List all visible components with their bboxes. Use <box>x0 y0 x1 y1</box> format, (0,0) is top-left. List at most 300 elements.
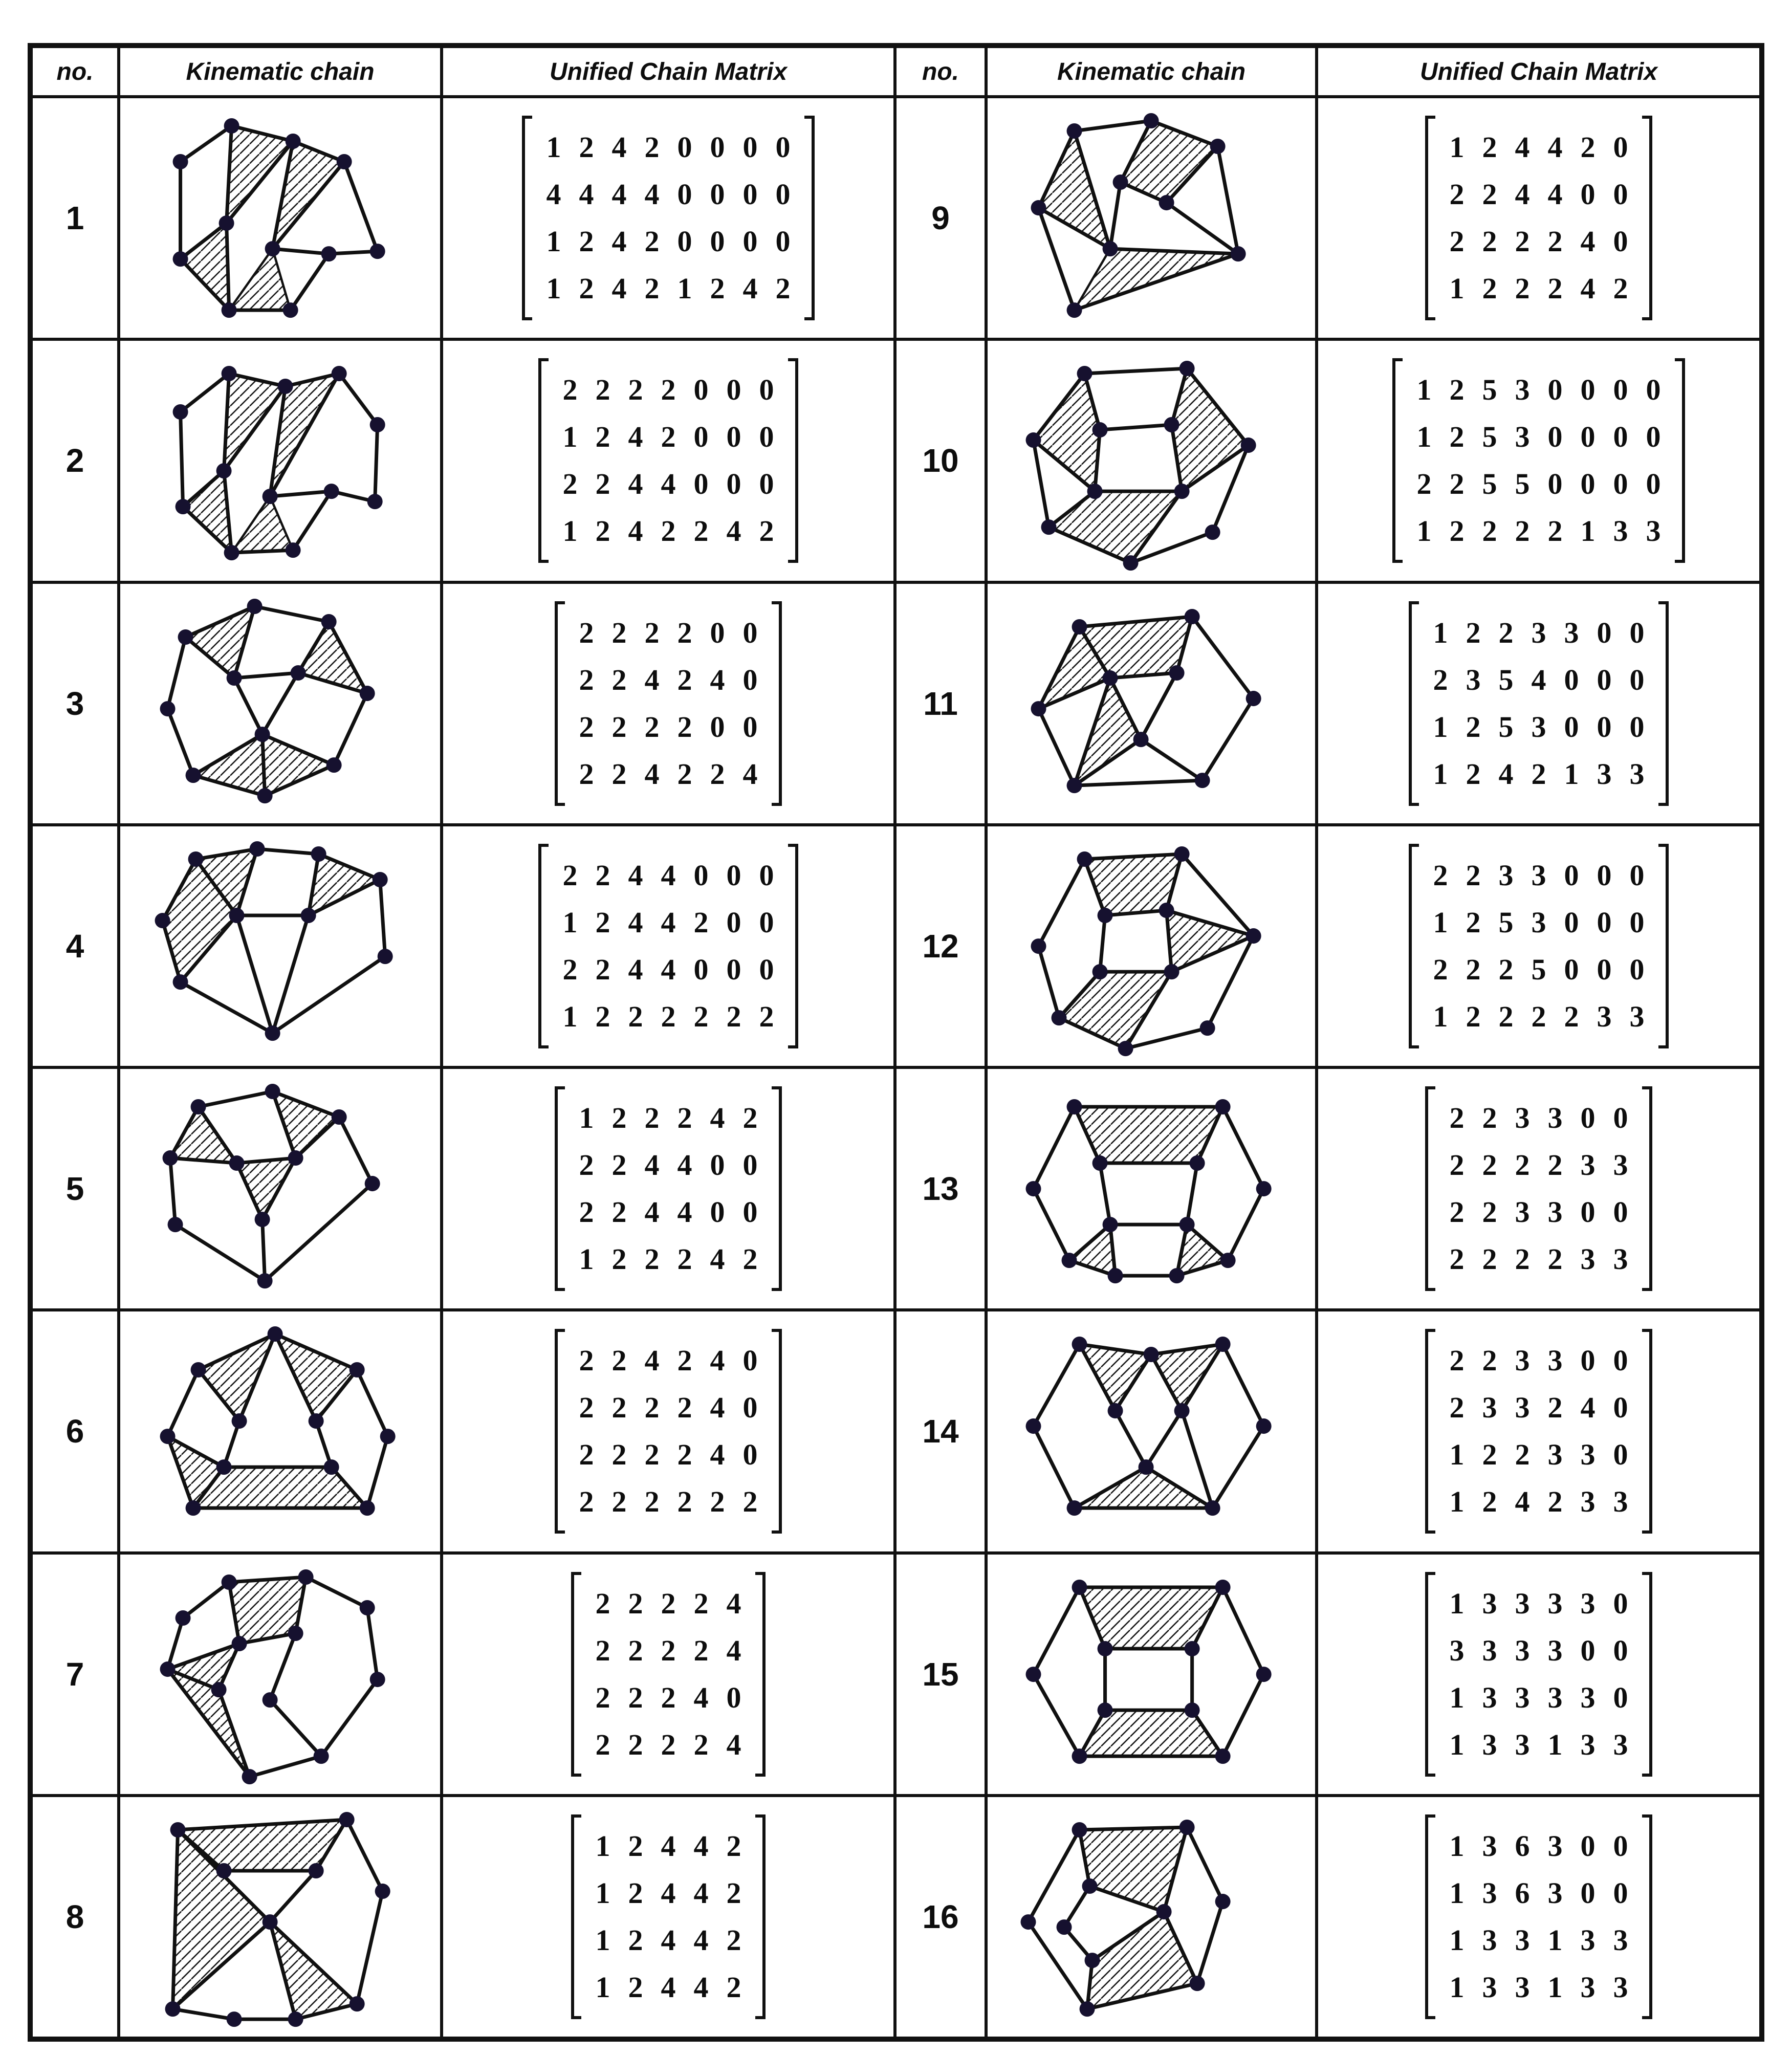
matrix-value: 2 <box>1547 1391 1563 1425</box>
matrix-value: 2 <box>579 1391 594 1425</box>
joint-node <box>1185 609 1200 624</box>
unified-chain-matrix-cell <box>1318 1069 1759 1308</box>
matrix-value: 3 <box>1482 1923 1497 1957</box>
matrix-value: 2 <box>562 373 578 407</box>
row-number-cell <box>897 1311 985 1551</box>
matrix-value: 2 <box>611 1148 627 1182</box>
matrix-value: 1 <box>579 1242 594 1276</box>
unified-chain-matrix-cell <box>443 1069 893 1308</box>
matrix-value: 2 <box>677 616 692 649</box>
matrix-value: 1 <box>595 1923 610 1957</box>
chain-edge <box>306 1577 367 1608</box>
matrix-row <box>1440 1823 1637 1870</box>
matrix-value: 3 <box>1597 757 1612 791</box>
matrix-value: 4 <box>628 514 643 548</box>
matrix-value: 1 <box>1433 710 1448 743</box>
matrix-row <box>1424 993 1653 1040</box>
matrix-value: 1 <box>546 272 561 305</box>
kinematic-chain-diagram <box>999 1804 1303 2029</box>
joint-node <box>283 302 298 318</box>
matrix-value: 2 <box>579 130 594 164</box>
matrix-value: 0 <box>742 710 758 743</box>
joint-node <box>172 154 188 169</box>
matrix-value: 1 <box>562 420 578 454</box>
matrix-value: 1 <box>579 1101 594 1135</box>
matrix-value: 0 <box>1613 420 1628 454</box>
matrix-value: 3 <box>1580 1242 1596 1276</box>
matrix-value: 0 <box>742 1391 758 1425</box>
matrix-row <box>1440 1674 1637 1721</box>
matrix-value: 0 <box>1580 178 1596 211</box>
matrix-row <box>586 1580 750 1627</box>
matrix-value: 2 <box>1515 1148 1530 1182</box>
matrix-value: 2 <box>693 1727 709 1761</box>
unified-chain-matrix-cell <box>1318 341 1759 580</box>
joint-node <box>367 494 383 509</box>
kinematic-chain-diagram <box>999 834 1303 1059</box>
kinematic-chain-cell <box>120 98 440 338</box>
matrix-value: 4 <box>726 1727 741 1761</box>
joint-node <box>242 1769 257 1784</box>
matrix-value: 4 <box>644 1344 660 1377</box>
matrix-value: 0 <box>1580 467 1596 501</box>
matrix-value: 4 <box>644 1195 660 1229</box>
matrix-value: 3 <box>1547 1344 1563 1377</box>
matrix-value: 0 <box>1613 1586 1628 1620</box>
matrix-value: 2 <box>595 1586 610 1620</box>
matrix-row <box>1440 1431 1637 1478</box>
matrix-value: 2 <box>579 757 594 791</box>
matrix-value: 2 <box>579 616 594 649</box>
joint-node <box>1169 1268 1185 1283</box>
row-number-cell <box>897 826 985 1066</box>
matrix-value: 2 <box>611 1195 627 1229</box>
matrix-value: 0 <box>693 420 709 454</box>
chain-edge <box>1187 1163 1197 1224</box>
matrix-value: 0 <box>710 130 725 164</box>
matrix-value: 3 <box>1515 1195 1530 1229</box>
matrix-value: 2 <box>595 999 610 1033</box>
kinematic-chain-diagram <box>999 348 1303 573</box>
unified-chain-matrix-cell <box>1318 1555 1759 1794</box>
matrix-value: 4 <box>644 178 660 211</box>
chain-edge <box>270 1871 316 1922</box>
matrix-value: 0 <box>710 1148 725 1182</box>
joint-node <box>337 154 352 169</box>
joint-node <box>349 1362 365 1377</box>
chain-edge <box>1075 780 1203 785</box>
header-unified-chain-matrix-left <box>443 48 893 95</box>
joint-node <box>288 1150 303 1166</box>
kinematic-chain-cell <box>988 98 1315 338</box>
matrix-value: 4 <box>710 1242 725 1276</box>
unified-chain-matrix <box>1425 1086 1652 1291</box>
matrix-row <box>586 1674 750 1721</box>
matrix-value: 5 <box>1531 952 1546 986</box>
matrix-value: 0 <box>1564 663 1579 696</box>
joint-node <box>1174 484 1190 499</box>
chain-edge <box>1218 146 1238 254</box>
joint-node <box>257 1273 272 1288</box>
matrix-value: 0 <box>1613 1829 1628 1863</box>
joint-node <box>1156 1904 1172 1919</box>
matrix-value: 3 <box>1580 1970 1596 2004</box>
matrix-value: 5 <box>1482 420 1497 454</box>
chain-edge <box>226 223 229 310</box>
matrix-value: 0 <box>1580 1101 1596 1135</box>
matrix-value: 0 <box>710 710 725 743</box>
matrix-value: 2 <box>1482 1148 1497 1182</box>
matrix-row <box>1440 1478 1637 1525</box>
matrix-value: 1 <box>1449 1876 1465 1910</box>
matrix-value: 2 <box>1449 1242 1465 1276</box>
matrix-value: 2 <box>1613 272 1628 305</box>
matrix-value: 0 <box>1646 467 1661 501</box>
matrix-value: 2 <box>1449 420 1465 454</box>
joint-node <box>1144 113 1159 128</box>
matrix-value: 4 <box>644 757 660 791</box>
unified-chain-matrix <box>1409 601 1669 806</box>
joint-node <box>178 629 193 645</box>
matrix-value: 0 <box>1613 178 1628 211</box>
joint-node <box>1080 2001 1095 2017</box>
matrix-value: 0 <box>1564 710 1579 743</box>
matrix-value: 3 <box>1629 999 1645 1033</box>
matrix-value: 4 <box>611 178 627 211</box>
matrix-value: 5 <box>1515 467 1530 501</box>
kinematic-chain-diagram <box>132 1804 429 2029</box>
matrix-value: 2 <box>726 1876 741 1910</box>
matrix-value: 3 <box>1515 373 1530 407</box>
matrix-value: 0 <box>726 420 741 454</box>
kinematic-chain-diagram <box>999 1562 1303 1787</box>
kinematic-chain-cell <box>988 826 1315 1066</box>
matrix-value: 5 <box>1482 373 1497 407</box>
chain-edge <box>339 1117 373 1184</box>
matrix-value: 2 <box>644 1101 660 1135</box>
joint-node <box>380 1429 396 1444</box>
hatched-link <box>1080 1827 1187 1912</box>
matrix-value: 3 <box>1547 1195 1563 1229</box>
joint-node <box>1179 361 1195 376</box>
chain-edge <box>367 1436 388 1508</box>
matrix-value: 2 <box>644 616 660 649</box>
matrix-value: 3 <box>1629 757 1645 791</box>
matrix-value: 2 <box>677 1344 692 1377</box>
matrix-value: 2 <box>1482 1485 1497 1519</box>
matrix-value: 2 <box>1466 710 1481 743</box>
matrix-value: 3 <box>1547 1101 1563 1135</box>
matrix-value: 2 <box>579 1344 594 1377</box>
matrix-value: 2 <box>579 663 594 696</box>
joint-node <box>175 499 190 514</box>
matrix-value: 2 <box>1547 272 1563 305</box>
matrix-value: 2 <box>742 1485 758 1519</box>
joint-node <box>1067 1500 1082 1516</box>
matrix-row <box>586 1721 750 1768</box>
matrix-value: 0 <box>742 130 758 164</box>
matrix-value: 2 <box>579 225 594 258</box>
joint-node <box>1057 1919 1072 1935</box>
matrix-value: 2 <box>1433 858 1448 892</box>
joint-node <box>1164 417 1179 432</box>
matrix-value: 2 <box>595 467 610 501</box>
chain-edge <box>180 412 183 507</box>
matrix-row <box>554 366 783 413</box>
joint-node <box>1190 1155 1205 1171</box>
matrix-value: 3 <box>1547 1680 1563 1714</box>
chain-edge <box>293 491 332 550</box>
row-number: 5 <box>65 1170 84 1208</box>
chain-edge <box>1085 368 1187 374</box>
chain-edge <box>357 1370 388 1436</box>
matrix-value: 2 <box>644 272 660 305</box>
joint-node <box>167 1217 183 1232</box>
header-unified-chain-matrix-right-label: Unified Chain Matrix <box>1419 58 1658 85</box>
matrix-value: 2 <box>1547 1242 1563 1276</box>
unified-chain-matrix-cell <box>1318 826 1759 1066</box>
matrix-value: 4 <box>693 1680 709 1714</box>
matrix-value: 0 <box>775 225 791 258</box>
matrix-value: 2 <box>1531 999 1546 1033</box>
matrix-value: 3 <box>1515 1391 1530 1425</box>
hatched-link <box>262 734 334 796</box>
row-number: 10 <box>922 442 959 479</box>
chain-edge <box>1203 698 1254 780</box>
matrix-value: 4 <box>644 1148 660 1182</box>
joint-node <box>1072 1822 1087 1838</box>
matrix-value: 3 <box>1597 999 1612 1033</box>
matrix-value: 1 <box>1449 1923 1465 1957</box>
kinematic-chain-cell <box>988 584 1315 823</box>
joint-node <box>172 974 188 990</box>
joint-node <box>1246 691 1261 706</box>
chain-edge <box>270 491 331 496</box>
matrix-value: 4 <box>661 858 676 892</box>
matrix-value: 0 <box>693 373 709 407</box>
unified-chain-matrix <box>522 116 815 320</box>
matrix-value: 1 <box>1433 999 1448 1033</box>
joint-node <box>1072 1337 1087 1352</box>
chain-edge <box>170 1158 175 1224</box>
matrix-value: 0 <box>1646 373 1661 407</box>
matrix-value: 2 <box>1482 1344 1497 1377</box>
matrix-value: 0 <box>1580 420 1596 454</box>
matrix-row <box>1440 1095 1637 1142</box>
matrix-value: 0 <box>1580 1876 1596 1910</box>
matrix-value: 0 <box>759 952 774 986</box>
matrix-value: 4 <box>661 1829 676 1863</box>
matrix-row <box>554 899 783 946</box>
matrix-value: 4 <box>661 952 676 986</box>
row-number: 6 <box>65 1413 84 1450</box>
matrix-value: 4 <box>742 757 758 791</box>
matrix-row <box>570 1142 767 1189</box>
matrix-value: 4 <box>710 1438 725 1472</box>
matrix-value: 3 <box>1547 1829 1563 1863</box>
row-number: 1 <box>65 200 84 237</box>
matrix-value: 4 <box>611 130 627 164</box>
chain-edge <box>1213 1426 1264 1508</box>
matrix-value: 3 <box>1547 1438 1563 1472</box>
matrix-value: 6 <box>1515 1829 1530 1863</box>
kinematic-chain-diagram <box>132 1076 429 1301</box>
hatched-link <box>1059 972 1172 1048</box>
chain-edge <box>254 606 329 622</box>
matrix-value: 2 <box>644 130 660 164</box>
hatched-link <box>231 496 293 553</box>
joint-node <box>1179 1217 1195 1232</box>
matrix-value: 4 <box>661 467 676 501</box>
matrix-row <box>537 218 799 265</box>
matrix-row <box>1440 265 1637 312</box>
joint-node <box>188 851 203 867</box>
chain-edge <box>272 915 308 1033</box>
matrix-value: 2 <box>1515 514 1530 548</box>
matrix-value: 3 <box>1482 1586 1497 1620</box>
joint-node <box>160 701 175 716</box>
joint-node <box>165 2001 180 2017</box>
joint-node <box>1072 1748 1087 1764</box>
chain-edge <box>1034 1107 1075 1189</box>
chain-edge <box>1034 1674 1080 1756</box>
matrix-value: 0 <box>677 130 692 164</box>
matrix-value: 2 <box>677 1242 692 1276</box>
matrix-value: 0 <box>1597 616 1612 649</box>
matrix-value: 2 <box>1449 1148 1465 1182</box>
matrix-value: 2 <box>611 616 627 649</box>
matrix-row <box>537 265 799 312</box>
chain-edge <box>1100 1163 1110 1224</box>
matrix-value: 3 <box>1531 905 1546 939</box>
joint-node <box>1067 123 1082 139</box>
matrix-value: 4 <box>742 272 758 305</box>
matrix-value: 2 <box>677 663 692 696</box>
matrix-row <box>554 508 783 555</box>
matrix-value: 3 <box>1515 1586 1530 1620</box>
chain-edge <box>1187 1827 1223 1901</box>
joint-node <box>301 908 316 923</box>
row-number-cell <box>33 584 117 823</box>
matrix-value: 2 <box>677 1101 692 1135</box>
matrix-value: 2 <box>1547 1148 1563 1182</box>
matrix-value: 2 <box>742 1242 758 1276</box>
matrix-value: 2 <box>726 1923 741 1957</box>
joint-node <box>1190 1976 1205 1991</box>
kinematic-chain-diagram <box>132 1319 429 1544</box>
row-number-cell <box>33 826 117 1066</box>
row-number: 3 <box>65 685 84 722</box>
matrix-value: 2 <box>644 1391 660 1425</box>
matrix-value: 0 <box>710 178 725 211</box>
matrix-value: 3 <box>1547 1876 1563 1910</box>
matrix-value: 1 <box>595 1876 610 1910</box>
unified-chain-matrix-cell <box>443 98 893 338</box>
chain-edge <box>375 425 378 501</box>
joint-node <box>1205 524 1220 540</box>
matrix-row <box>570 1431 767 1478</box>
row-number: 8 <box>65 1898 84 1935</box>
matrix-row <box>1440 1189 1637 1236</box>
matrix-row <box>570 1384 767 1431</box>
matrix-value: 0 <box>1580 1829 1596 1863</box>
matrix-value: 4 <box>628 952 643 986</box>
row-number-cell <box>897 584 985 823</box>
matrix-value: 0 <box>710 1195 725 1229</box>
chain-edge <box>272 249 329 254</box>
chain-edge <box>1039 709 1075 785</box>
matrix-row <box>1424 899 1653 946</box>
joint-node <box>286 134 301 149</box>
matrix-row <box>1408 461 1670 508</box>
matrix-value: 2 <box>628 1923 643 1957</box>
matrix-value: 0 <box>726 952 741 986</box>
matrix-value: 0 <box>759 467 774 501</box>
joint-node <box>265 1025 280 1041</box>
chain-edge <box>172 2009 234 2019</box>
matrix-value: 0 <box>1597 905 1612 939</box>
matrix-value: 2 <box>1449 467 1465 501</box>
matrix-row <box>537 171 799 218</box>
joint-node <box>1026 1667 1041 1682</box>
joint-node <box>221 1574 236 1590</box>
matrix-value: 0 <box>1613 373 1628 407</box>
matrix-value: 4 <box>710 1344 725 1377</box>
unified-chain-matrix-cell <box>443 1555 893 1794</box>
row-number-cell <box>33 341 117 580</box>
header-unified-chain-matrix-left-label: Unified Chain Matrix <box>549 58 788 85</box>
joint-node <box>185 1500 201 1516</box>
chain-edge <box>1034 1344 1080 1426</box>
matrix-value: 4 <box>726 514 741 548</box>
matrix-value: 1 <box>1416 373 1432 407</box>
joint-node <box>221 302 236 318</box>
joint-node <box>155 913 170 928</box>
joint-node <box>324 1459 339 1475</box>
joint-node <box>360 1600 375 1615</box>
matrix-value: 3 <box>1564 616 1579 649</box>
joint-node <box>1072 1580 1087 1595</box>
matrix-value: 2 <box>644 1438 660 1472</box>
matrix-value: 2 <box>726 999 741 1033</box>
chain-edge <box>1039 946 1059 1018</box>
matrix-value: 0 <box>742 616 758 649</box>
matrix-value: 2 <box>579 1438 594 1472</box>
chain-edge <box>347 1820 383 1891</box>
matrix-value: 1 <box>1580 514 1596 548</box>
chain-edge <box>270 1633 295 1700</box>
matrix-value: 0 <box>1564 952 1579 986</box>
matrix-value: 1 <box>562 905 578 939</box>
kinematic-chain-cell <box>120 1555 440 1794</box>
joint-node <box>1092 964 1108 979</box>
unified-chain-matrix <box>555 1329 782 1534</box>
unified-chain-matrix <box>538 358 798 563</box>
joint-node <box>1031 701 1046 716</box>
row-number-cell <box>897 98 985 338</box>
matrix-value: 4 <box>693 1829 709 1863</box>
joint-node <box>1067 1099 1082 1114</box>
joint-node <box>314 1748 329 1764</box>
matrix-value: 2 <box>1515 225 1530 258</box>
matrix-value: 0 <box>1580 1633 1596 1667</box>
matrix-value: 0 <box>1613 1195 1628 1229</box>
joint-node <box>349 1996 365 2011</box>
matrix-value: 1 <box>595 1829 610 1863</box>
matrix-value: 0 <box>1629 616 1645 649</box>
matrix-value: 0 <box>693 467 709 501</box>
matrix-row <box>570 657 767 704</box>
